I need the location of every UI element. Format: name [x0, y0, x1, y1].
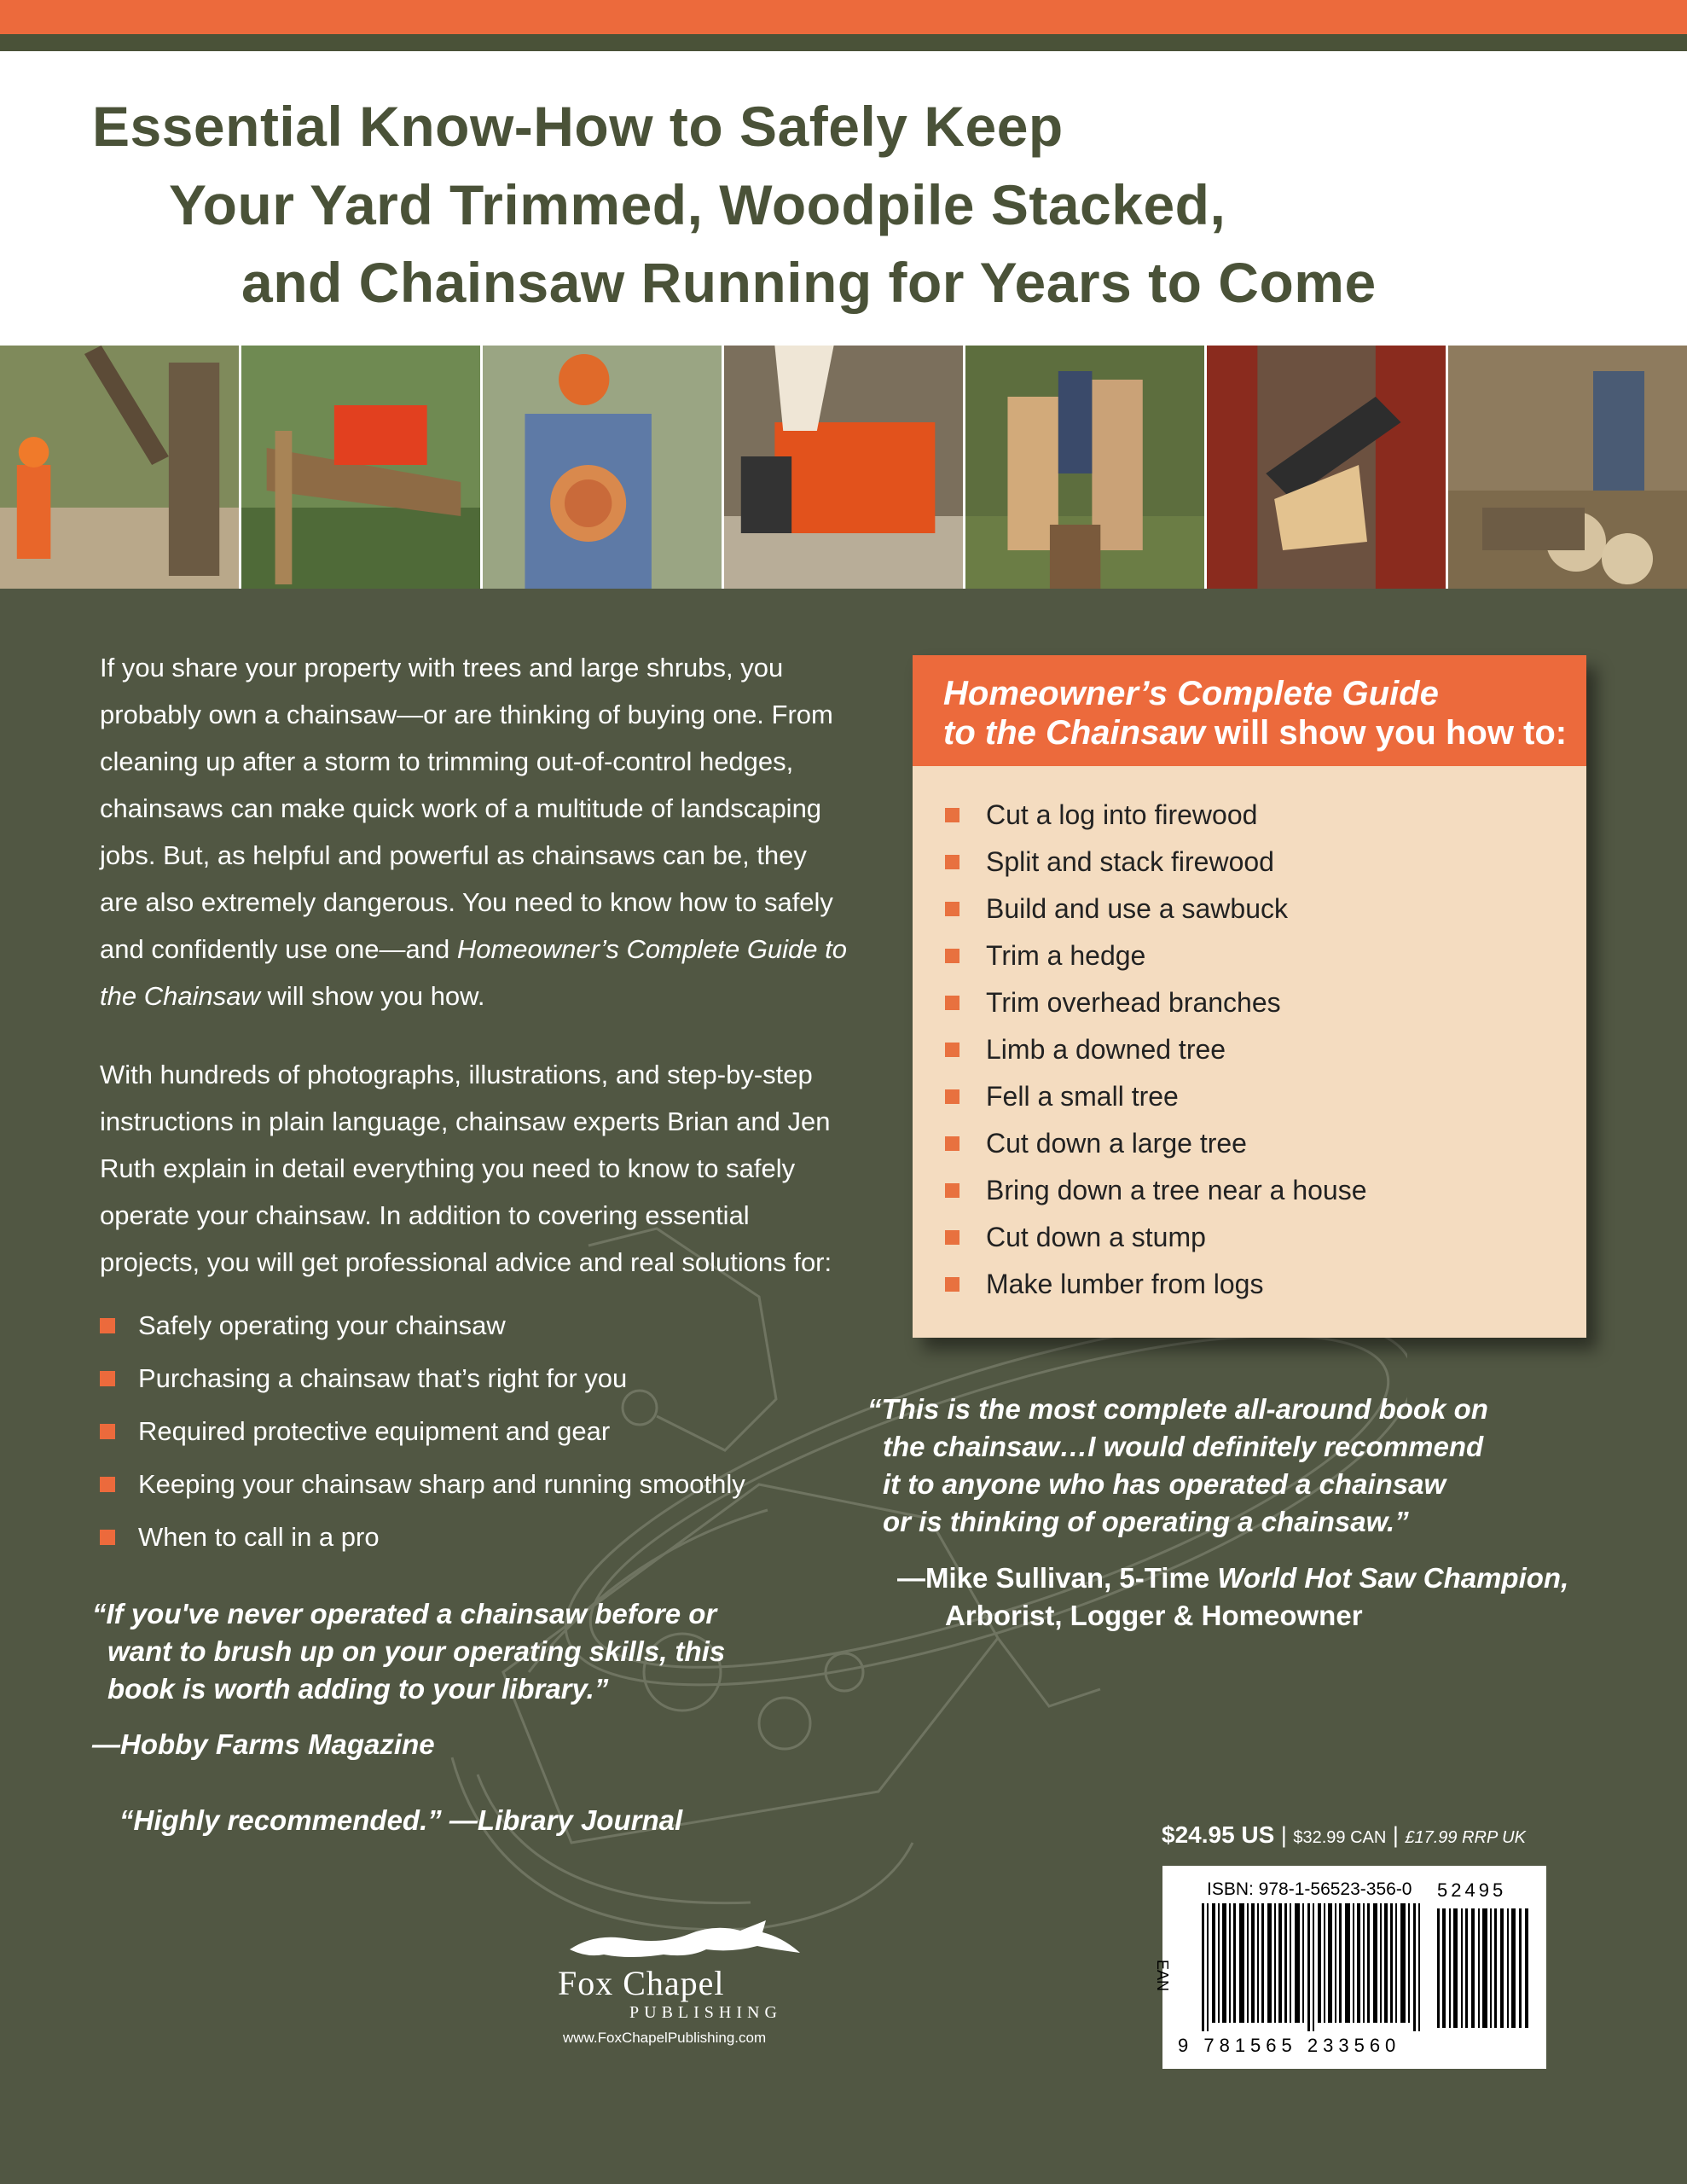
guide-box — [913, 655, 1586, 1338]
photo-splitting-wood — [965, 346, 1207, 589]
top-dark-band — [0, 34, 1687, 51]
guide-box-header — [913, 655, 1586, 766]
price-us: $24.95 US — [1162, 1821, 1275, 1848]
list-item — [945, 1073, 1367, 1120]
skill-label: Limb a downed tree — [986, 1034, 1226, 1065]
hobby-farms-quote-line-1: “If you've never operated a chainsaw before or — [92, 1598, 717, 1629]
list-item — [100, 1511, 867, 1564]
skill-label: Split and stack firewood — [986, 846, 1274, 877]
list-item — [945, 839, 1367, 886]
bullet-square-icon — [945, 808, 959, 822]
sullivan-attribution-line-1 — [897, 1560, 1568, 1597]
bullet-square-icon — [100, 1530, 115, 1545]
sullivan-attribution-line-2: Arborist, Logger & Homeowner — [945, 1600, 1363, 1631]
intro-paragraph-2-text: With hundreds of photographs, illustrations, and step-by-step instructions in plain language, chainsaw experts Brian and Jen Ruth explain in detail everything you need to know to safely operate your chainsaw. In addition to covering essential projects, you will get professional advice and real solutions for: — [100, 1060, 832, 1277]
headline-line-3: and Chainsaw Running for Years to Come — [241, 251, 1377, 314]
photo-felling-tree — [0, 346, 241, 589]
price-line — [1162, 1821, 1526, 1849]
bullet-square-icon — [945, 855, 959, 869]
list-item — [945, 1167, 1367, 1214]
benefit-label: Purchasing a chainsaw that’s right for you — [138, 1363, 628, 1393]
sullivan-quote-line-1: “This is the most complete all-around book on — [867, 1393, 1488, 1425]
photo-chainsaw-maintenance — [724, 346, 965, 589]
skill-label: Bring down a tree near a house — [986, 1175, 1367, 1205]
list-item — [945, 886, 1367, 932]
headline-line-1: Essential Know-How to Safely Keep — [92, 95, 1064, 158]
intro-text-part-1: If you share your property with trees and large shrubs, you probably own a chainsaw—or are thinking of buying one. From cleaning up after a storm to trimming out-of-control hedges, chainsaws can make quick work of a multitude of landscaping jobs. But, as helpful and powerful as chainsaws can be, they are also extremely dangerous. You need to know how to safely and confidently use one—and — [100, 653, 833, 964]
skill-label: Trim overhead branches — [986, 987, 1281, 1018]
benefit-label: When to call in a pro — [138, 1522, 380, 1552]
skill-label: Fell a small tree — [986, 1081, 1179, 1112]
skill-label: Cut down a stump — [986, 1222, 1206, 1252]
bullet-square-icon — [945, 1277, 959, 1292]
barcode-digits: 9 781565 233560 — [1178, 2035, 1401, 2056]
benefits-list — [100, 1299, 867, 1564]
addon-barcode-bars — [1437, 1908, 1531, 2028]
top-accent-stripe — [0, 0, 1687, 34]
guide-title-line-2: to the Chainsaw — [943, 714, 1205, 752]
list-item — [945, 932, 1367, 979]
sullivan-attribution-title: World Hot Saw Champion, — [1217, 1562, 1569, 1594]
headline-line-2: Your Yard Trimmed, Woodpile Stacked, — [169, 173, 1226, 236]
benefit-label: Safely operating your chainsaw — [138, 1310, 506, 1340]
bullet-square-icon — [945, 1089, 959, 1104]
benefit-label: Keeping your chainsaw sharp and running smoothly — [138, 1469, 745, 1499]
price-separator: | — [1274, 1822, 1294, 1848]
hobby-farms-quote-line-2: want to brush up on your operating skills, this — [107, 1635, 726, 1667]
price-uk: £17.99 RRP UK — [1405, 1828, 1526, 1847]
bullet-square-icon — [945, 1043, 959, 1057]
skill-label: Cut down a large tree — [986, 1128, 1247, 1159]
bullet-square-icon — [100, 1318, 115, 1333]
fox-icon — [561, 1915, 817, 1966]
photo-sawdust-cut — [1207, 346, 1448, 589]
bullet-square-icon — [945, 1183, 959, 1198]
addon-digits: 52495 — [1437, 1879, 1507, 1901]
hobby-farms-attribution: —Hobby Farms Magazine — [92, 1728, 435, 1760]
barcode-box — [1154, 1866, 1546, 2069]
list-item — [945, 979, 1367, 1026]
skill-label: Make lumber from logs — [986, 1269, 1264, 1299]
list-item — [945, 1261, 1367, 1308]
sullivan-quote-line-2: the chainsaw…I would definitely recommend — [883, 1431, 1484, 1462]
guide-title-suffix: will show you how to: — [1204, 714, 1568, 752]
bullet-square-icon — [100, 1371, 115, 1386]
benefit-label: Required protective equipment and gear — [138, 1416, 611, 1446]
bullet-square-icon — [945, 1136, 959, 1151]
guide-title-line-1: Homeowner’s Complete Guide — [943, 675, 1439, 712]
photo-bucking-logs — [1448, 346, 1687, 589]
guide-skills-list — [945, 792, 1367, 1308]
library-journal-quote: “Highly recommended.” —Library Journal — [119, 1804, 683, 1836]
intro-text-part-2: will show you how. — [259, 981, 485, 1011]
list-item — [100, 1405, 867, 1458]
guide-box-title — [943, 674, 1574, 752]
publisher-logo — [510, 1915, 851, 2046]
list-item — [945, 792, 1367, 839]
ean-label: EAN — [1154, 1960, 1171, 1992]
bullet-square-icon — [945, 902, 959, 916]
list-item — [945, 1214, 1367, 1261]
skill-label: Build and use a sawbuck — [986, 893, 1288, 924]
publisher-name: Fox Chapel — [558, 1964, 725, 2002]
photo-strip — [0, 346, 1687, 589]
photo-sawbuck — [241, 346, 483, 589]
price-separator: | — [1386, 1822, 1406, 1848]
bullet-square-icon — [945, 1230, 959, 1245]
header-panel — [0, 51, 1687, 346]
hobby-farms-quote-line-3: book is worth adding to your library.” — [107, 1673, 609, 1705]
sullivan-attribution-text: —Mike Sullivan, 5-Time — [897, 1562, 1218, 1594]
bullet-square-icon — [945, 949, 959, 963]
skill-label: Trim a hedge — [986, 940, 1146, 971]
skill-label: Cut a log into firewood — [986, 799, 1258, 830]
photo-cutting-log — [483, 346, 724, 589]
bullet-square-icon — [945, 996, 959, 1010]
bullet-square-icon — [100, 1477, 115, 1492]
sullivan-quote-line-4: or is thinking of operating a chainsaw.” — [883, 1506, 1409, 1537]
list-item — [100, 1352, 867, 1405]
barcode-bars — [1202, 1903, 1425, 2031]
bullet-square-icon — [100, 1424, 115, 1439]
sullivan-quote-line-3: it to anyone who has operated a chainsaw — [883, 1468, 1446, 1500]
list-item — [945, 1026, 1367, 1073]
intro-book-title: Homeowner’s Complete Guide to the Chainsaw — [100, 934, 848, 1011]
isbn-number: ISBN: 978-1-56523-356-0 — [1207, 1879, 1412, 1899]
price-can: $32.99 CAN — [1293, 1828, 1387, 1847]
list-item — [100, 1299, 867, 1352]
publisher-subname: PUBLISHING — [629, 2003, 782, 2022]
list-item — [100, 1458, 867, 1511]
list-item — [945, 1120, 1367, 1167]
intro-paragraph-1 — [100, 644, 850, 1019]
intro-paragraph-2 — [100, 1051, 850, 1286]
publisher-url: www.FoxChapelPublishing.com — [563, 2030, 767, 2046]
